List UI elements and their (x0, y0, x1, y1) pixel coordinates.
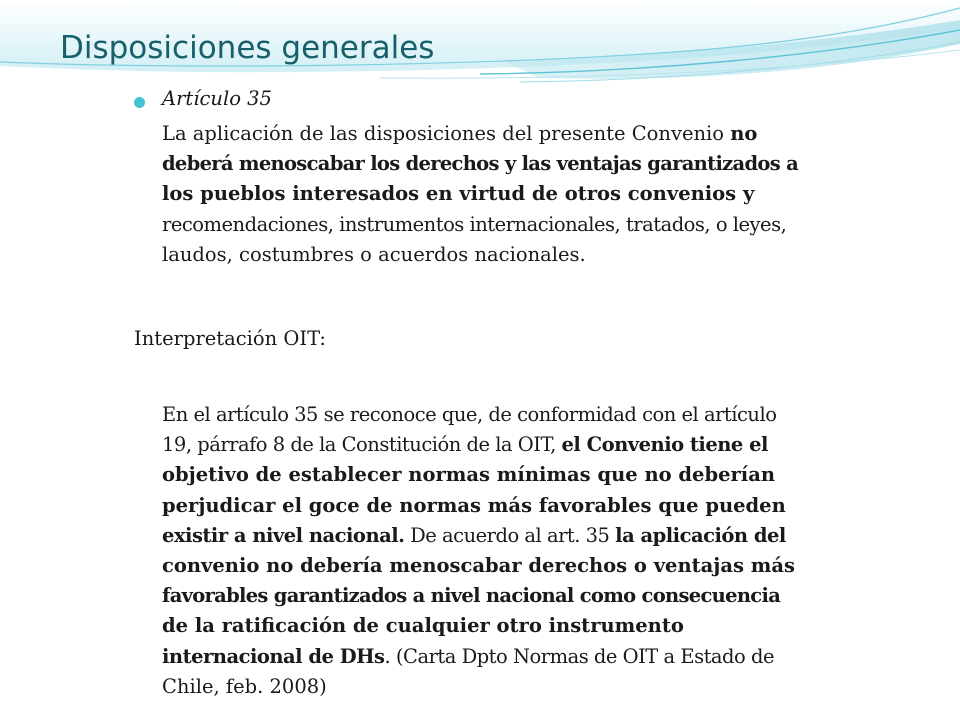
paragraph-line: recomendaciones, instrumentos internacionales, tratados, o leyes, (162, 212, 787, 236)
paragraph-line: perjudicar el goce de normas más favorables que pueden (162, 493, 786, 517)
paragraph-line: objetivo de establecer normas mínimas que no deberían (162, 463, 776, 487)
interpretation-paragraph (162, 400, 932, 702)
paragraph-line: existir a nivel nacional. De acuerdo al art. 35 la aplicación del (162, 523, 786, 547)
paragraph-line: deberá menoscabar los derechos y las ventajas garantizados a (162, 152, 799, 176)
paragraph-line: convenio no debería menoscabar derechos o ventajas más (162, 554, 795, 578)
paragraph-line: los pueblos interesados en virtud de otros convenios y (162, 182, 755, 206)
slide-title: Disposiciones generales (60, 30, 435, 66)
article-label: Artículo 35 (162, 87, 272, 110)
article-paragraph (162, 119, 932, 270)
paragraph-line: La aplicación de las disposiciones del presente Convenio no (162, 122, 758, 145)
interpretation-heading: Interpretación OIT: (134, 327, 326, 350)
paragraph-line: 19, párrafo 8 de la Constitución de la OIT, el Convenio tiene el (162, 433, 768, 457)
paragraph-line: Chile, feb. 2008) (162, 674, 327, 698)
paragraph-line: laudos, costumbres o acuerdos nacionales. (162, 242, 586, 266)
bullet-dot-icon (134, 97, 145, 108)
paragraph-line: En el artículo 35 se reconoce que, de conformidad con el artículo (162, 403, 777, 426)
paragraph-line: internacional de DHs. (Carta Dpto Normas de OIT a Estado de (162, 644, 774, 668)
paragraph-line: de la ratificación de cualquier otro instrumento (162, 614, 684, 638)
paragraph-line: favorables garantizados a nivel nacional como consecuencia (162, 584, 781, 608)
